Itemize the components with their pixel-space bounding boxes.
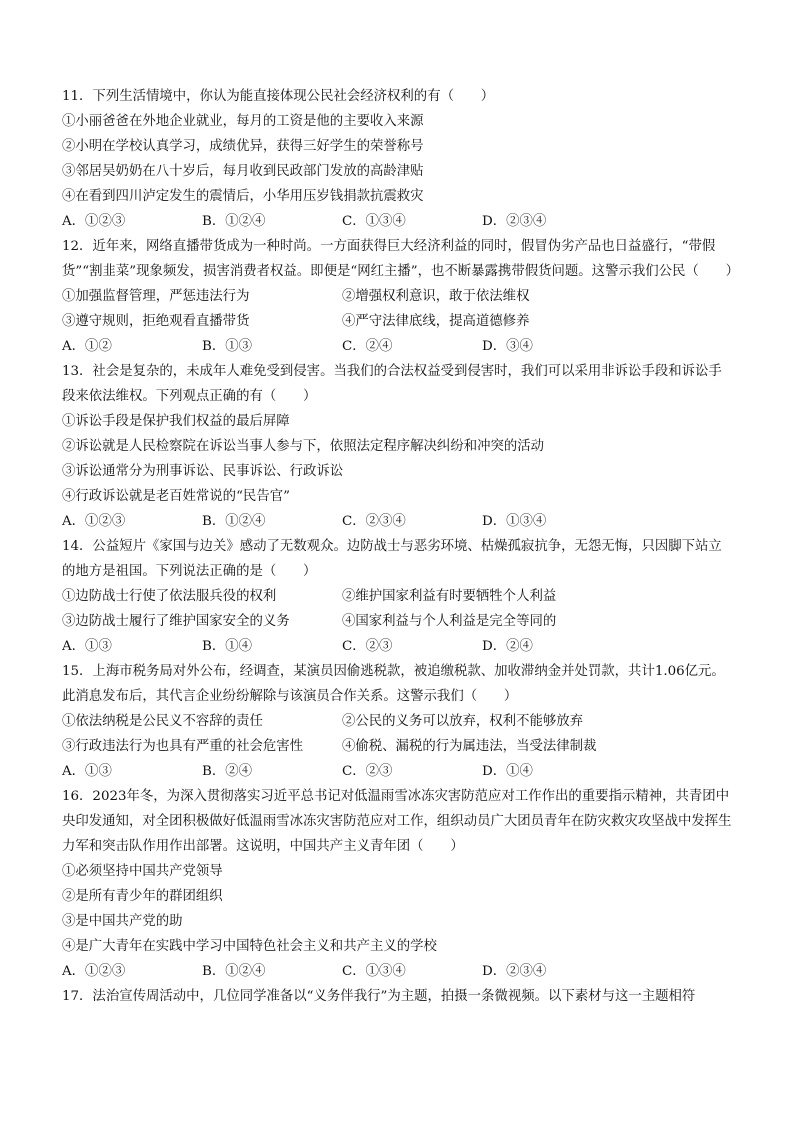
question-stem: 11．下列生活情境中，你认为能直接体现公民社会经济权利的有（ ） xyxy=(62,89,495,104)
question-stem: 17．法治宣传周活动中，几位同学准备以“义务伴我行”为主题，拍摄一条微视频。以下素材与这一主题相符 xyxy=(62,989,696,1004)
option-d: D．①④ xyxy=(482,764,533,779)
option-d: D．③④ xyxy=(482,339,533,354)
exam-page xyxy=(62,84,739,1009)
option-c: C．②④ xyxy=(342,339,393,354)
statement-row xyxy=(62,709,734,734)
statement-item: ③是中国共产党的助 xyxy=(62,914,183,929)
question-11 xyxy=(62,84,734,234)
statement-row xyxy=(62,584,734,609)
statement-item: ④国家利益与个人利益是完全等同的 xyxy=(342,614,557,629)
option-d: D．②③④ xyxy=(482,964,547,979)
option-d: D．①③④ xyxy=(482,514,547,529)
answer-options xyxy=(62,509,734,534)
question-13 xyxy=(62,359,734,534)
option-a: A．①②③ xyxy=(62,964,126,979)
option-a: A．①②③ xyxy=(62,214,126,229)
option-b: B．①③ xyxy=(202,339,253,354)
answer-options xyxy=(62,959,734,984)
question-stem: 13．社会是复杂的，未成年人难免受到侵害。当我们的合法权益受到侵害时，我们可以采用非诉讼手段和诉讼手段来依法维权。下列观点正确的有（ ） xyxy=(62,364,722,404)
answer-options xyxy=(62,334,734,359)
option-a: A．①③ xyxy=(62,639,112,654)
statement-item: ②小明在学校认真学习，成绩优异，获得三好学生的荣誉称号 xyxy=(62,139,424,154)
option-b: B．①④ xyxy=(202,639,253,654)
statement-item: ②增强权利意识，敢于依法维权 xyxy=(342,289,530,304)
statement-item: ④严守法律底线，提高道德修养 xyxy=(342,314,530,329)
question-stem: 12．近年来，网络直播带货成为一种时尚。一方面获得巨大经济利益的同时，假冒伪劣产品也日益盛行，“带假货”“割韭菜”现象频发，损害消费者权益。即便是“网红主播”，也不断暴露携带假货问题。这警示我们公民（ ） xyxy=(62,239,739,279)
statement-row xyxy=(62,609,734,634)
statement-item: ②维护国家利益有时要牺牲个人利益 xyxy=(342,589,557,604)
option-c: C．①③④ xyxy=(342,964,406,979)
statement-item: ③遵守规则，拒绝观看直播带货 xyxy=(62,314,250,329)
option-a: A．①②③ xyxy=(62,514,126,529)
option-a: A．①② xyxy=(62,339,112,354)
option-d: D．②④ xyxy=(482,639,533,654)
statement-item: ②是所有青少年的群团组织 xyxy=(62,889,223,904)
question-stem: 14．公益短片《家国与边关》感动了无数观众。边防战士与恶劣环境、枯燥孤寂抗争，无怨无悔，只因脚下站立的地方是祖国。下列说法正确的是（ ） xyxy=(62,539,722,579)
option-b: B．①②④ xyxy=(202,214,266,229)
statement-item: ③边防战士履行了维护国家安全的义务 xyxy=(62,614,290,629)
statement-item: ③行政违法行为也具有严重的社会危害性 xyxy=(62,739,304,754)
statement-item: ①加强监督管理，严惩违法行为 xyxy=(62,289,250,304)
statement-row xyxy=(62,284,734,309)
option-c: C．②③ xyxy=(342,639,393,654)
option-b: B．①②④ xyxy=(202,514,266,529)
option-d: D．②③④ xyxy=(482,214,547,229)
question-17 xyxy=(62,984,734,1009)
question-14 xyxy=(62,534,734,659)
question-16 xyxy=(62,784,734,984)
question-stem: 16．2023年冬，为深入贯彻落实习近平总书记对低温雨雪冰冻灾害防范应对工作作出的重要指示精神，共青团中央印发通知，对全团积极做好低温雨雪冰冻灾害防范应对工作，组织动员广大团员青年在防灾救灾攻坚战中发挥生力军和突击队作用作出部署。这说明，中国共产主义青年团（ ） xyxy=(62,789,732,854)
statement-item: ①小丽爸爸在外地企业就业，每月的工资是他的主要收入来源 xyxy=(62,114,424,129)
statement-item: ④行政诉讼就是老百姓常说的“民告官” xyxy=(62,489,290,504)
question-12 xyxy=(62,234,739,359)
statement-row xyxy=(62,734,734,759)
statement-item: ①边防战士行使了依法服兵役的权利 xyxy=(62,589,277,604)
option-c: C．②③ xyxy=(342,764,393,779)
statement-item: ①必须坚持中国共产党领导 xyxy=(62,864,223,879)
option-b: B．②④ xyxy=(202,764,253,779)
statement-row xyxy=(62,309,734,334)
statement-item: ④在看到四川泸定发生的震情后，小华用压岁钱捐款抗震救灾 xyxy=(62,189,424,204)
option-a: A．①③ xyxy=(62,764,112,779)
answer-options xyxy=(62,634,734,659)
answer-options xyxy=(62,759,734,784)
option-b: B．①②④ xyxy=(202,964,266,979)
option-c: C．①③④ xyxy=(342,214,406,229)
statement-item: ②诉讼就是人民检察院在诉讼当事人参与下，依照法定程序解决纠纷和冲突的活动 xyxy=(62,439,545,454)
statement-item: ①依法纳税是公民义不容辞的责任 xyxy=(62,714,263,729)
statement-item: ④偷税、漏税的行为属违法，当受法律制裁 xyxy=(342,739,597,754)
statement-item: ①诉讼手段是保护我们权益的最后屏障 xyxy=(62,414,290,429)
answer-options xyxy=(62,209,734,234)
statement-item: ②公民的义务可以放弃，权利不能够放弃 xyxy=(342,714,584,729)
question-15 xyxy=(62,659,734,784)
statement-item: ④是广大青年在实践中学习中国特色社会主义和共产主义的学校 xyxy=(62,939,437,954)
statement-item: ③诉讼通常分为刑事诉讼、民事诉讼、行政诉讼 xyxy=(62,464,344,479)
statement-item: ③邻居吴奶奶在八十岁后，每月收到民政部门发放的高龄津贴 xyxy=(62,164,424,179)
question-stem: 15．上海市税务局对外公布，经调查，某演员因偷逃税款，被追缴税款、加收滞纳金并处罚款，共计1.06亿元。此消息发布后，其代言企业纷纷解除与该演员合作关系。这警示我们（ ） xyxy=(62,664,725,704)
option-c: C．②③④ xyxy=(342,514,406,529)
